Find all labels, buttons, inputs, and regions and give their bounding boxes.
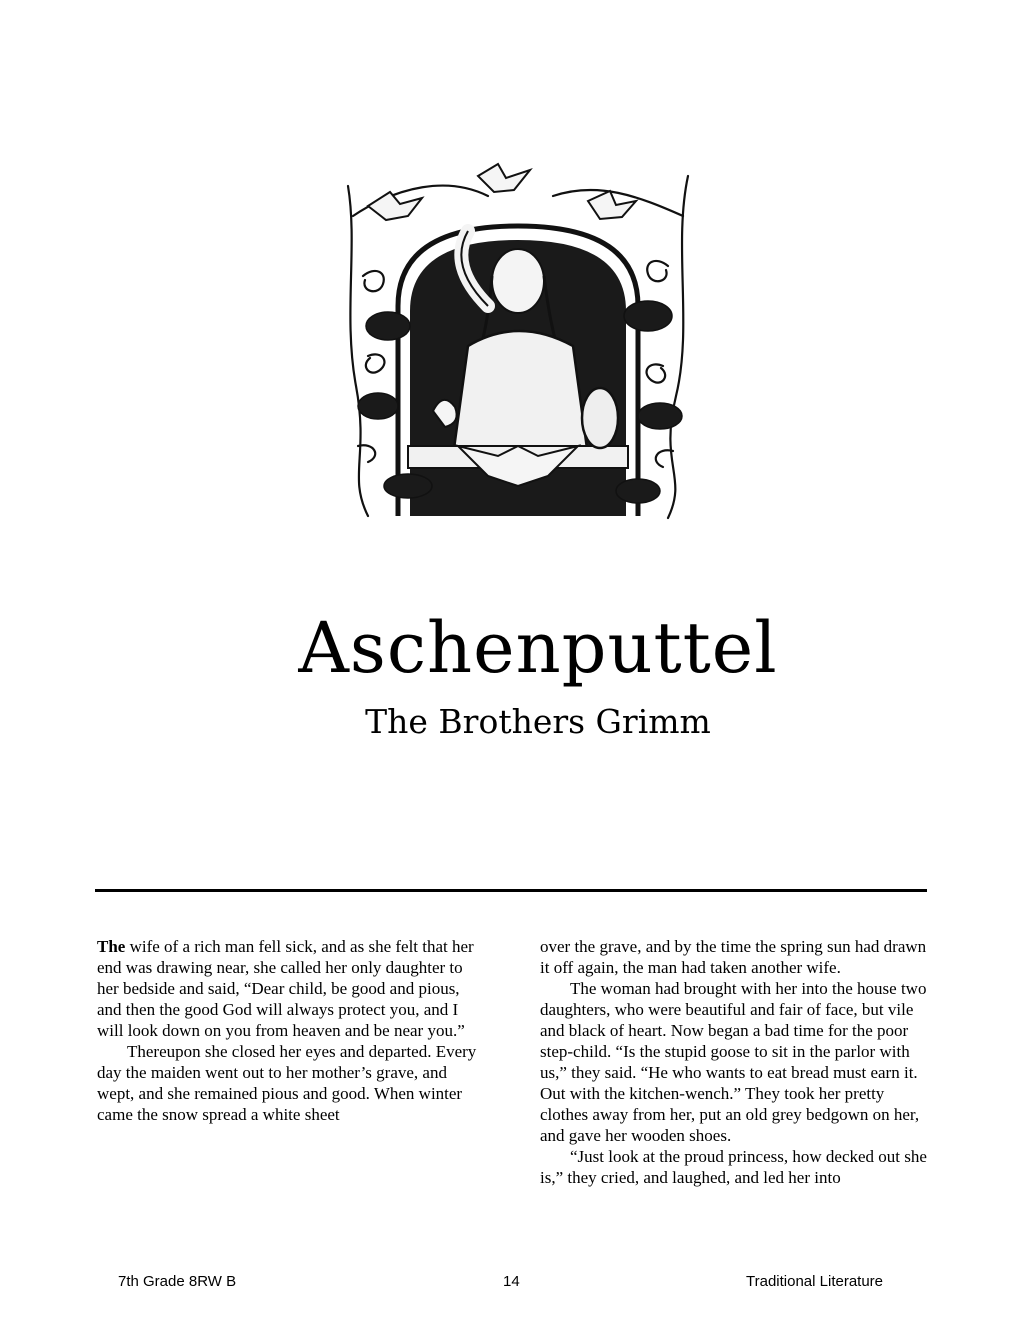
woodcut-illustration (338, 156, 698, 524)
paragraph: “Just look at the proud princess, how decked out she is,” they cried, and laughed, and led her into (540, 1147, 927, 1187)
text-column-right (540, 936, 930, 1188)
story-author: The Brothers Grimm (365, 702, 711, 741)
footer-page-number: 14 (503, 1273, 520, 1290)
section-divider (95, 889, 927, 892)
paragraph (97, 936, 482, 1041)
paragraph: The woman had brought with her into the house two daughters, who were beautiful and fair of face, but vile and black of heart. Now began a bad time for the poor step-child. “Is the stupid goose to sit in the parlor with us,” they said. “He who wants to eat bread must earn it. Out with the kitchen-wench.” They took her pretty clothes away from her, put an old grey bedgown on her, and gave her wooden shoes. (540, 979, 927, 1145)
story-title: Aschenputtel (298, 607, 778, 689)
lead-word: The (97, 937, 126, 956)
footer-unit: Traditional Literature (746, 1273, 884, 1290)
paragraph: over the grave, and by the time the spring sun had drawn it off again, the man had taken another wife. (540, 937, 927, 977)
paragraph: Thereupon she closed her eyes and departed. Every day the maiden went out to her mother’s grave, and wept, and she remained pious and good. When winter came the snow spread a white sheet (97, 1042, 477, 1124)
footer-course: 7th Grade 8RW B (118, 1273, 237, 1290)
text-column-left (97, 936, 482, 1125)
paragraph-text: wife of a rich man fell sick, and as she felt that her end was drawing near, she called her only daughter to her bedside and said, “Dear child, be good and pious, and then the good God will always protect you, and I will look down on you from heaven and be near you.” (97, 937, 474, 1040)
